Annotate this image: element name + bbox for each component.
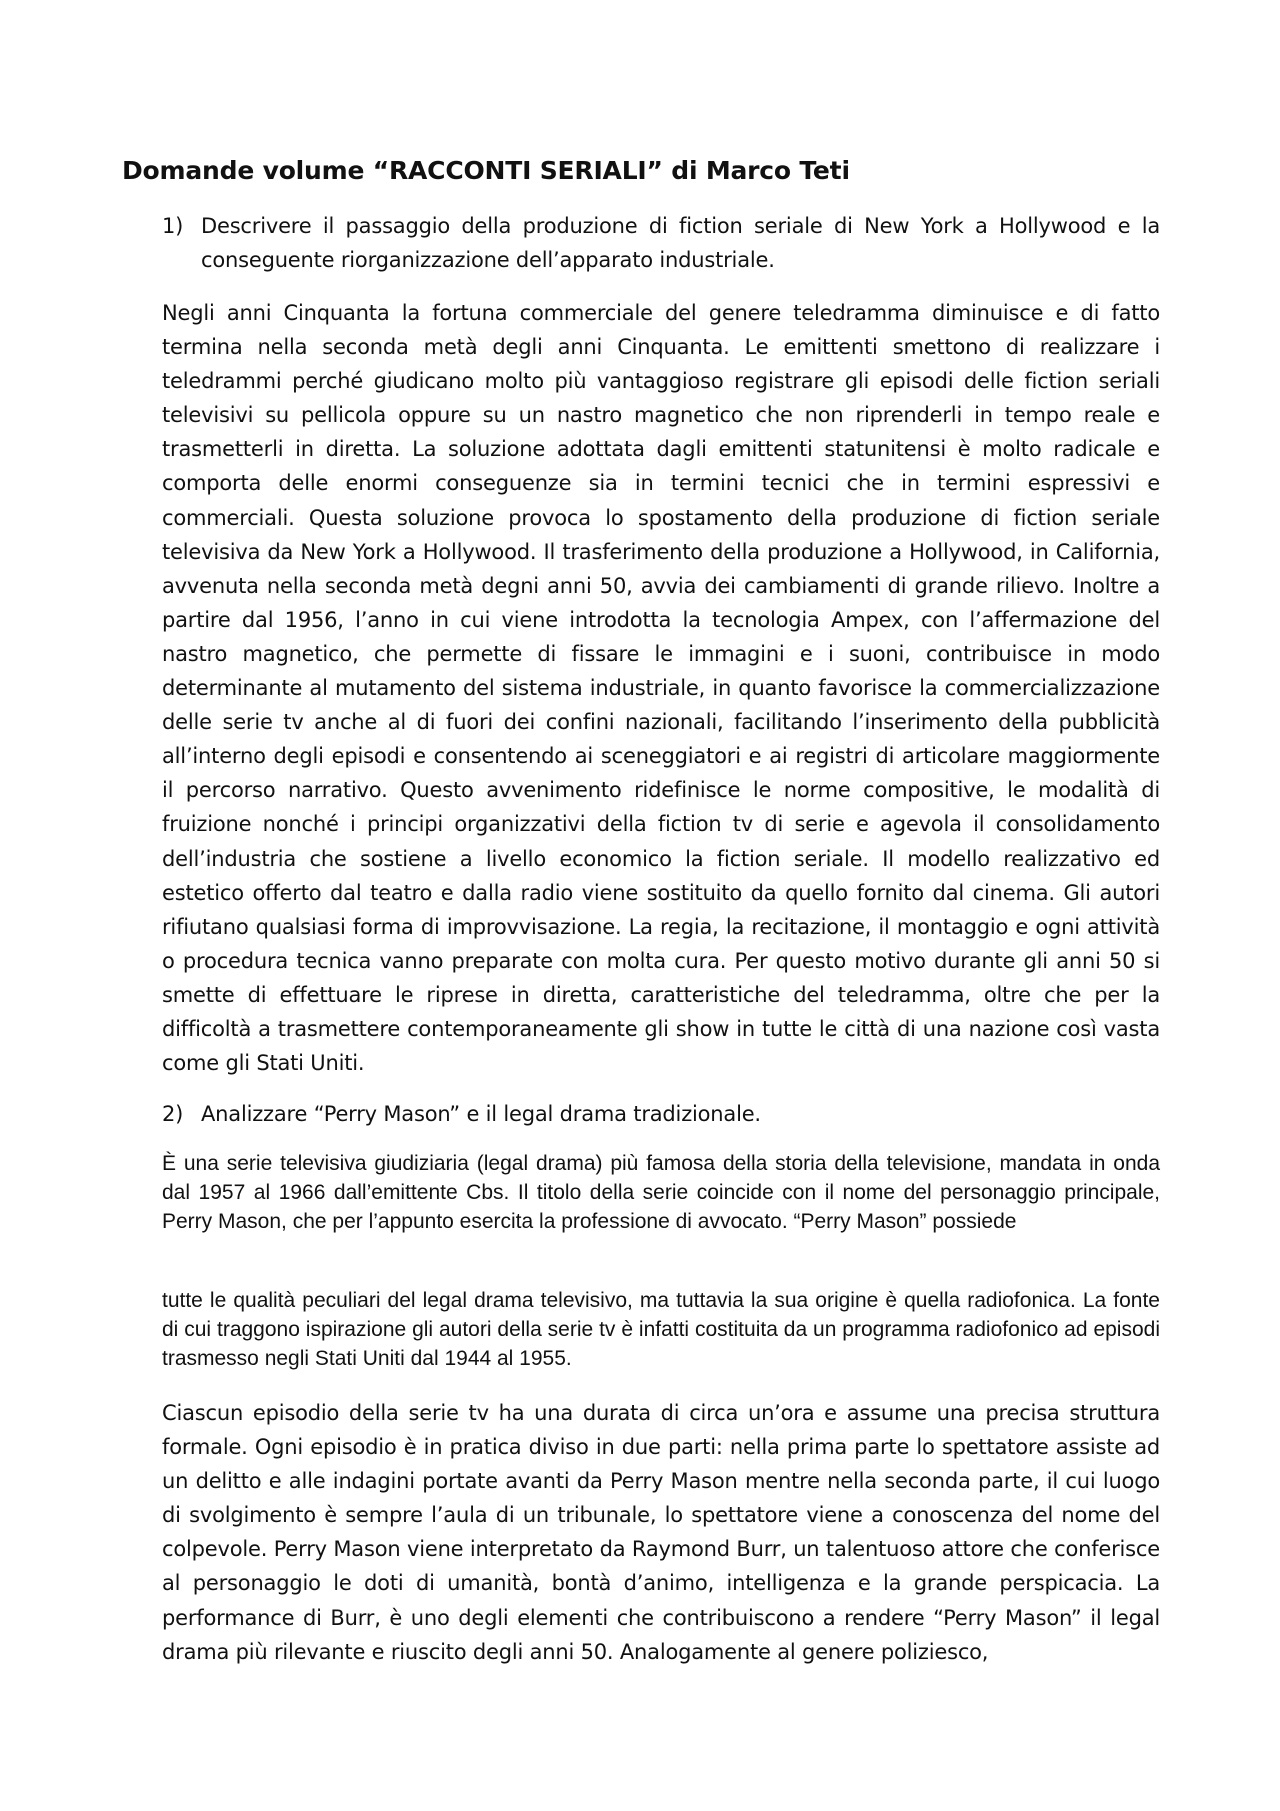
- question-number: 1): [162, 214, 184, 238]
- question-number: 2): [162, 1102, 184, 1126]
- question-text: Analizzare “Perry Mason” e il legal drama tradizionale.: [201, 1102, 761, 1126]
- paragraph-answer-1: Negli anni Cinquanta la fortuna commerciale del genere teledramma diminuisce e di fatto termina nella seconda metà degli anni Cinquanta. Le emittenti smettono di realizzare i teledrammi perché giudicano molto più vantaggioso registrare gli episodi delle fiction seriali televisivi su pellicola oppure su un nastro magnetico che non riprenderli in tempo reale e trasmetterli in diretta. La soluzione adottata dagli emittenti statunitensi è molto radicale e comporta delle enormi conseguenze sia in termini tecnici che in termini espressivi e commerciali. Questa soluzione provoca lo spostamento della produzione di fiction seriale televisiva da New York a Hollywood. Il trasferimento della produzione a Hollywood, in California, avvenuta nella seconda metà degni anni 50, avvia dei cambiamenti di grande rilievo. Inoltre a partire dal 1956, l’anno in cui viene introdotta la tecnologia Ampex, con l’affermazione del nastro magnetico, che permette di fissare le immagini e i suoni, contribuisce in modo determinante al mutamento del sistema industriale, in quanto favorisce la commercializzazione delle serie tv anche al di fuori dei confini nazionali, facilitando l’inserimento della pubblicità all’interno degli episodi e consentendo ai sceneggiatori e ai registri di articolare maggiormente il percorso narrativo. Questo avvenimento ridefinisce le norme compositive, le modalità di fruizione nonché i principi organizzativi della fiction tv di serie e agevola il consolidamento dell’industria che sostiene a livello economico la fiction seriale. Il modello realizzativo ed estetico offerto dal teatro e dalla radio viene sostituito da quello fornito dal cinema. Gli autori rifiutano qualsiasi forma di improvvisazione. La regia, la recitazione, il montaggio e ogni attività o procedura tecnica vanno preparate con molta cura. Per questo motivo durante gli anni 50 si smette di effettuare le riprese in diretta, caratteristiche del teledramma, oltre che per la difficoltà a trasmettere contemporaneamente gli show in tutte le città di una nazione così vasta come gli Stati Uniti.: [162, 301, 1160, 1076]
- question-2: [162, 1097, 1160, 1131]
- paragraph-perry-mason-origin: tutte le qualità peculiari del legal drama televisivo, ma tuttavia la sua origine è quella radiofonica. La fonte di cui traggono ispirazione gli autori della serie tv è infatti costituita da un programma radiofonico ad episodi trasmesso negli Stati Uniti dal 1944 al 1955.: [162, 1289, 1160, 1370]
- paragraph-perry-mason-intro: È una serie televisiva giudiziaria (legal drama) più famosa della storia della televisione, mandata in onda dal 1957 al 1966 dall’emittente Cbs. Il titolo della serie coincide con il nome del personaggio principale, Perry Mason, che per l’appunto esercita la professione di avvocato. “Perry Mason” possiede: [162, 1152, 1160, 1233]
- question-1: [162, 209, 1160, 277]
- document-title: Domande volume “RACCONTI SERIALI” di Marco Teti: [122, 156, 850, 185]
- question-text: Descrivere il passaggio della produzione di fiction seriale di New York a Hollywood e la conseguente riorganizzazione dell’apparato industriale.: [201, 214, 1160, 272]
- paragraph-perry-mason-structure: Ciascun episodio della serie tv ha una durata di circa un’ora e assume una precisa struttura formale. Ogni episodio è in pratica diviso in due parti: nella prima parte lo spettatore assiste ad un delitto e alle indagini portate avanti da Perry Mason mentre nella seconda parte, il cui luogo di svolgimento è sempre l’aula di un tribunale, lo spettatore viene a conoscenza del nome del colpevole. Perry Mason viene interpretato da Raymond Burr, un talentuoso attore che conferisce al personaggio le doti di umanità, bontà d’animo, intelligenza e la grande perspicacia. La performance di Burr, è uno degli elementi che contribuiscono a rendere “Perry Mason” il legal drama più rilevante e riuscito degli anni 50. Analogamente al genere poliziesco,: [162, 1401, 1160, 1664]
